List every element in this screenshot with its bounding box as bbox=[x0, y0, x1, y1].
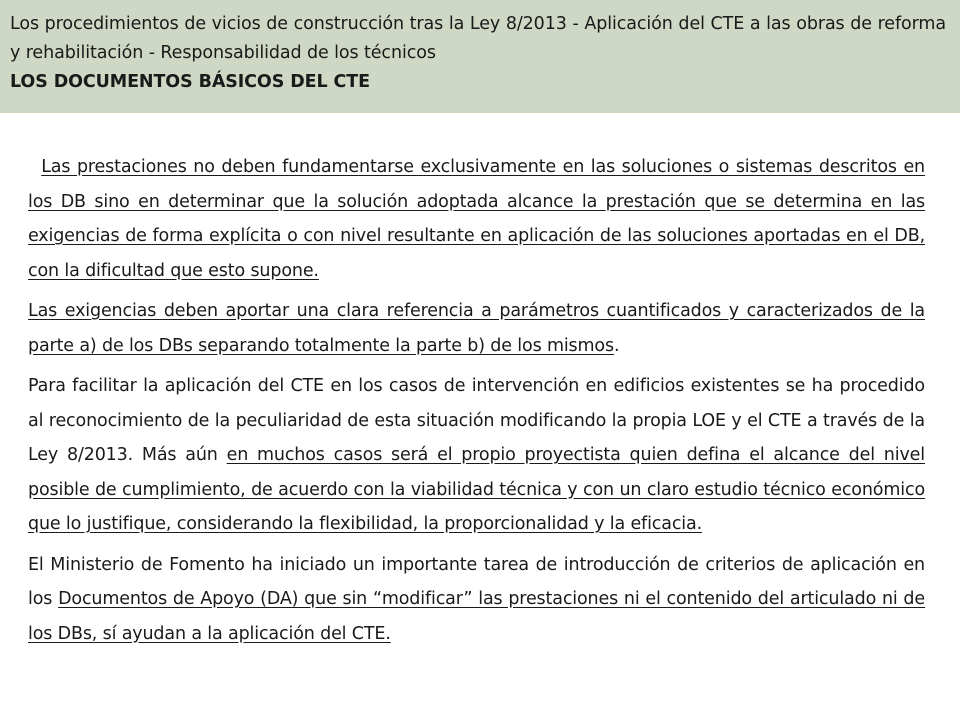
header-subtitle: LOS DOCUMENTOS BÁSICOS DEL CTE bbox=[10, 72, 370, 92]
paragraph-exigencias bbox=[28, 294, 925, 363]
paragraph-text: Para facilitar la aplicación del CTE en los casos de intervención en edificios existentes se ha procedido al reconocimiento de la peculiaridad de esta situación modificando la propia LOE y el CTE a través de la Ley 8/2013. Más aún bbox=[28, 376, 925, 465]
main-content bbox=[28, 150, 925, 657]
paragraph-ministerio bbox=[28, 548, 925, 652]
paragraph-text: El Ministerio de Fomento ha iniciado un importante tarea de introducción de criterios de aplicación en los bbox=[28, 554, 925, 609]
header-banner bbox=[0, 0, 960, 113]
paragraph-text-underlined: Las exigencias deben aportar una clara referencia a parámetros cuantificados y caracterizados de la parte a) de los DBs separando totalmente la parte b) de los mismos bbox=[28, 301, 925, 356]
paragraph-prestaciones bbox=[28, 150, 925, 288]
header-title: Los procedimientos de vicios de construcción tras la Ley 8/2013 - Aplicación del CTE a las obras de reforma y rehabilitación - Responsabilidad de los técnicos bbox=[10, 14, 946, 63]
paragraph-intervencion bbox=[28, 369, 925, 542]
paragraph-text-underlined: Documentos de Apoyo (DA) que sin “modificar” las prestaciones ni el contenido del articulado ni de los DBs, sí ayudan a la aplicación del CTE. bbox=[28, 589, 925, 644]
paragraph-text: . bbox=[613, 335, 620, 356]
paragraph-text-underlined: en muchos casos será el propio proyectista quien defina el alcance del nivel posible de cumplimiento, de acuerdo con la viabilidad técnica y con un claro estudio técnico económico que lo justifique, considerando la flexibilidad, la proporcionalidad y la eficacia. bbox=[28, 445, 925, 534]
paragraph-text-underlined: Las prestaciones no deben fundamentarse exclusivamente en las soluciones o sistemas descritos en los DB sino en determinar que la solución adoptada alcance la prestación que se determina en las exigencias de forma explícita o con nivel resultante en aplicación de las soluciones aportadas en el DB, con la dificultad que esto supone. bbox=[28, 157, 925, 281]
